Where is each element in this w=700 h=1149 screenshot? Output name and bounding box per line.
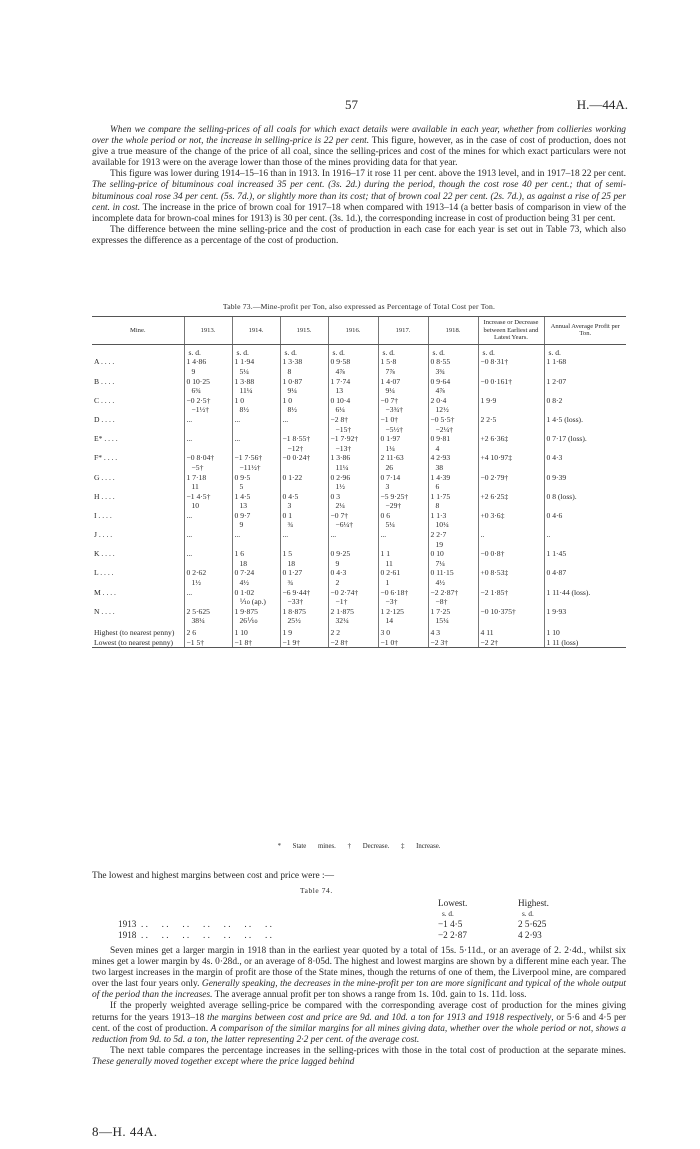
table-cell: 0 1·22	[280, 473, 328, 492]
column-header: 1913.	[184, 317, 232, 345]
table-cell: 1 5·8 7⅞	[378, 357, 428, 376]
table-cell: 1 2·125 14	[378, 607, 428, 626]
highest-row	[92, 626, 626, 638]
table-cell: 1 0 8½	[232, 396, 280, 415]
table-cell: 1 0·87 9¼	[280, 377, 328, 396]
table-cell: 0 8 (loss).	[544, 492, 626, 511]
page-number: 57	[345, 97, 358, 112]
units-lowest: s. d.	[442, 909, 454, 918]
table-cell: 2 11·63 26	[378, 453, 428, 472]
table-cell: 1 9·875 26⅒	[232, 607, 280, 626]
table-cell: 0 10·25 6¾	[184, 377, 232, 396]
table-cell: −2 1·85†	[478, 588, 544, 607]
highest-value: 4 2·93	[518, 929, 542, 940]
table-cell: 2 1·875 32¼	[328, 607, 378, 626]
table-cell: 0 4·6	[544, 511, 626, 530]
table-cell: −2 2·87† −8†	[428, 588, 478, 607]
table-row	[92, 434, 626, 453]
table-cell: 1 9·9	[478, 396, 544, 415]
table-cell: 0 9·5 5	[232, 473, 280, 492]
table-cell: 2 0·4 12½	[428, 396, 478, 415]
table-cell: 1 4·07 9¼	[378, 377, 428, 396]
summary-cell: −1 9†	[280, 638, 328, 648]
table-cell: 0 2·96 1½	[328, 473, 378, 492]
table-cell: −1 0† −5½†	[378, 415, 428, 434]
summary-cell: −2 8†	[328, 638, 378, 648]
table-73-title: Table 73.—Mine-profit per Ton, also expressed as Percentage of Total Cost per Ton.	[222, 302, 496, 311]
table-cell: 1 6 18	[232, 549, 280, 568]
table-cell: 0 9·39	[544, 473, 626, 492]
table-cell: 0 9·25 9	[328, 549, 378, 568]
table-row	[92, 492, 626, 511]
units-cell: s. d.	[280, 344, 328, 357]
mine-label: M . . . .	[94, 587, 116, 597]
summary-cell: −1 0†	[378, 638, 428, 648]
paragraph: The next table compares the percentage increases in the selling-prices with those in the total cost of production at the separate mines. These generally moved together except where the price lagged behind	[92, 1045, 626, 1067]
summary-cell: 1 11 (loss)	[544, 638, 626, 648]
table-row	[92, 453, 626, 472]
document-code: H.—44A.	[576, 97, 628, 112]
table-cell: −0 0·161†	[478, 377, 544, 396]
summary-cell: 4 11	[478, 626, 544, 638]
table-cell: ...	[184, 549, 232, 568]
table-cell: 0 9·64 4⅞	[428, 377, 478, 396]
summary-label: Lowest (to nearest penny)	[92, 638, 184, 648]
table-cell: 2 2·5	[478, 415, 544, 434]
table-cell: −1 8·55† −12†	[280, 434, 328, 453]
mine-label: N . . . .	[94, 606, 115, 616]
table-cell: 0 1·02 ⅒ (ap.)	[232, 588, 280, 607]
summary-label: Highest (to nearest penny)	[94, 628, 175, 637]
page-footer: 8—H. 44A.	[92, 1124, 158, 1139]
summary-cell: 2 2	[328, 626, 378, 638]
table-cell: 0 2·62 1½	[184, 568, 232, 587]
table-cell: 1 3·38 8	[280, 357, 328, 376]
table-cell: ...	[232, 415, 280, 434]
table-row	[92, 396, 626, 415]
table-74-row	[118, 919, 588, 930]
mine-label: F* . . . .	[94, 453, 118, 463]
table-cell: ...	[280, 530, 328, 549]
paragraph: The difference between the mine selling-price and the cost of production in each case for each year is set out in Table 73, which also expresses the difference as a percentage of the cost of production.	[92, 224, 626, 246]
table-row	[92, 530, 626, 549]
table-cell: 1 1·45	[544, 549, 626, 568]
paragraph: Seven mines get a larger margin in 1918 than in the earliest year quoted by a total of 15s. 5·11d., or an average of 2. 2·4d., whilst six mines get a lower margin by 4s. 0·28d., or an average of 8·05d. The highest and lowest margins are shown by a different mine each year. The two largest increases in the margin of profit are those of the State mines, though the returns of one of them, the Liverpool mine, are compared over the last four years only. Generally speaking, the decreases in the mine-profit per ton are more significant and typical of the whole output of the period than the increases. The average annual profit per ton shows a range from 1s. 10d. gain to 1s. 11d. loss.	[92, 946, 626, 1001]
summary-cell: 3 0	[378, 626, 428, 638]
table-cell: −0 0·24†	[280, 453, 328, 472]
table-cell: 1 4·5 (loss).	[544, 415, 626, 434]
table-cell: 1 2·07	[544, 377, 626, 396]
table-cell: −0 5·5† −2¼†	[428, 415, 478, 434]
highest-value: 2 5·625	[518, 919, 547, 929]
table-cell: 1 7·74 13	[328, 377, 378, 396]
summary-cell: 1 10	[544, 626, 626, 638]
table-cell: 0 9·7 9	[232, 511, 280, 530]
table-cell: 1 1·3 10¼	[428, 511, 478, 530]
table-cell: −1 4·5† 10	[184, 492, 232, 511]
table-cell: +2 6·36‡	[478, 434, 544, 453]
table-cell: 0 8·2	[544, 396, 626, 415]
table-cell: +0 3·6‡	[478, 511, 544, 530]
table-74-intro: The lowest and highest margins between cost and price were :—	[92, 871, 334, 881]
table-cell: ...	[184, 511, 232, 530]
table-cell: 1 5 18	[280, 549, 328, 568]
table-cell: −1 7·92† −13†	[328, 434, 378, 453]
units-cell: s. d.	[478, 344, 544, 357]
table-cell: 0 3 2¼	[328, 492, 378, 511]
lowest-row	[92, 638, 626, 648]
table-cell: ..	[478, 530, 544, 549]
col-highest: Highest.	[518, 898, 549, 908]
column-header: Annual Average Profit per Ton.	[544, 317, 626, 345]
table-cell: 0 7·14 3	[378, 473, 428, 492]
column-header: 1914.	[232, 317, 280, 345]
column-header: 1916.	[328, 317, 378, 345]
table-row	[92, 511, 626, 530]
mine-label: L . . . .	[94, 568, 114, 578]
table-cell: 1 3·88 11¼	[232, 377, 280, 396]
mine-label: J . . . .	[94, 530, 113, 540]
table-row	[92, 588, 626, 607]
lowest-value: −2 2·87	[438, 929, 467, 940]
units-cell: s. d.	[378, 344, 428, 357]
table-cell: 1 1·68	[544, 357, 626, 376]
table-cell: −0 8·04† −5†	[184, 453, 232, 472]
table-row	[92, 377, 626, 396]
column-header: 1915.	[280, 317, 328, 345]
year-label: 1918 . . . . . . . . . . . . . .	[118, 929, 272, 940]
table-cell: −6 9·44† −33†	[280, 588, 328, 607]
table-cell: 0 7·17 (loss).	[544, 434, 626, 453]
units-cell: s. d.	[232, 344, 280, 357]
table-cell: ...	[328, 530, 378, 549]
column-header: Increase or Decrease between Earliest and Latest Years.	[478, 317, 544, 345]
table-cell: 0 4·3 2	[328, 568, 378, 587]
footnote-decrease: † Decrease.	[347, 843, 390, 850]
table-cell: −0 0·8†	[478, 549, 544, 568]
table-cell: −2 8† −15†	[328, 415, 378, 434]
units-cell	[92, 344, 184, 357]
mine-label: B . . . .	[94, 376, 115, 386]
year-label: 1913 . . . . . . . . . . . . . .	[118, 919, 272, 929]
table-row	[92, 357, 626, 376]
table-cell: ...	[232, 530, 280, 549]
paragraph: When we compare the selling-prices of all coals for which exact details were available in each year, whether from collieries working over the whole period or not, the increase in selling-price is 22 per cent. This figure, however, as in the case of cost of production, does not give a true measure of the change of the price of all coal, since the selling-prices and cost of the mines for which exact particulars were not available for 1913 were on the average lower than those of the mines providing data for that year.	[92, 125, 626, 169]
table-cell: 1 9·93	[544, 607, 626, 626]
table-cell: 1 8·875 25½	[280, 607, 328, 626]
table-cell: ...	[184, 588, 232, 607]
table-cell: 2 5·625 38¼	[184, 607, 232, 626]
table-cell: 1 1·94 5¼	[232, 357, 280, 376]
table-cell: 2 2·7 19	[428, 530, 478, 549]
table-row	[92, 549, 626, 568]
units-cell: s. d.	[428, 344, 478, 357]
table-cell: −0 7† −3¾†	[378, 396, 428, 415]
table-74-units-row	[118, 909, 588, 920]
table-73-footnote	[92, 843, 626, 850]
table-cell: 1 4·5 13	[232, 492, 280, 511]
mine-label: C . . . .	[94, 395, 115, 405]
table-73-header-row	[92, 317, 626, 345]
table-cell: 0 4·3	[544, 453, 626, 472]
table-cell: −0 10·375†	[478, 607, 544, 626]
table-cell: 0 10·4 6¼	[328, 396, 378, 415]
paragraph: This figure was lower during 1914–15–16 than in 1913. In 1916–17 it rose 11 per cent. above the 1913 level, and in 1917–18 22 per cent. The selling-price of bituminous coal increased 35 per cent. (3s. 2d.) during the period, though the cost rose 40 per cent.; that of semi-bituminous coal rose 34 per cent. (5s. 7d.), or slightly more than its cost; that of brown coal 22 per cent. (2s. 7d.), as against a rise of 25 per cent. in cost. The increase in the price of brown coal for 1917–18 when compared with 1913–14 (a better basis of comparison in view of the incomplete data for brown-coal mines for 1913) is 30 per cent. (3s. 1d.), the corresponding increase in cost of production being 31 per cent.	[92, 169, 626, 224]
footnote-increase: ‡ Increase.	[401, 843, 441, 850]
table-cell: 0 9·81 4	[428, 434, 478, 453]
table-row	[92, 473, 626, 492]
table-cell: 1 1 11	[378, 549, 428, 568]
table-cell: 0 11·15 4½	[428, 568, 478, 587]
summary-cell: 4 3	[428, 626, 478, 638]
table-cell: −0 7† −6¼†	[328, 511, 378, 530]
mine-label: D . . . .	[94, 414, 115, 424]
page-header	[90, 97, 628, 113]
table-74-header-row	[118, 898, 588, 909]
table-cell: 0 1 ¾	[280, 511, 328, 530]
table-cell: 1 3·86 11¼	[328, 453, 378, 472]
table-cell: −0 2·79†	[478, 473, 544, 492]
table-cell: −5 9·25† −29†	[378, 492, 428, 511]
summary-cell: 2 6	[184, 626, 232, 638]
summary-cell: −2 3†	[428, 638, 478, 648]
table-cell: 4 2·93 38	[428, 453, 478, 472]
table-cell: ...	[184, 530, 232, 549]
table-cell: 0 10 7¼	[428, 549, 478, 568]
table-cell: 0 7·24 4½	[232, 568, 280, 587]
mine-label: I . . . .	[94, 510, 112, 520]
column-header: 1917.	[378, 317, 428, 345]
summary-cell: −1 8†	[232, 638, 280, 648]
lowest-value: −1 4·5	[438, 919, 463, 929]
footnote-state-mines: * State mines.	[277, 843, 336, 850]
table-row	[92, 568, 626, 587]
table-cell: 1 4·86 9	[184, 357, 232, 376]
table-cell: +4 10·97‡	[478, 453, 544, 472]
table-row	[92, 607, 626, 626]
mine-label: G . . . .	[94, 472, 115, 482]
units-cell: s. d.	[544, 344, 626, 357]
table-cell: 0 9·58 4⅞	[328, 357, 378, 376]
table-cell: 0 4·5 3	[280, 492, 328, 511]
table-cell: 1 0 8½	[280, 396, 328, 415]
units-highest: s. d.	[522, 909, 534, 918]
table-cell: 0 1·27 ¾	[280, 568, 328, 587]
table-cell: ...	[184, 434, 232, 453]
units-cell: s. d.	[184, 344, 232, 357]
table-row	[92, 415, 626, 434]
table-cell: 0 4·87	[544, 568, 626, 587]
table-74-row	[118, 930, 588, 941]
col-lowest: Lowest.	[438, 898, 468, 908]
closing-paragraphs	[92, 946, 626, 1068]
table-cell: −1 7·56† −11½†	[232, 453, 280, 472]
units-cell: s. d.	[328, 344, 378, 357]
table-cell: +0 8·53‡	[478, 568, 544, 587]
table-cell: −0 6·18† −3†	[378, 588, 428, 607]
table-cell: −0 2·74† −1†	[328, 588, 378, 607]
summary-cell: 1 9	[280, 626, 328, 638]
summary-cell: −1 5†	[184, 638, 232, 648]
column-header: Mine.	[92, 317, 184, 345]
table-cell: 0 6 5¼	[378, 511, 428, 530]
table-cell: 1 7·18 11	[184, 473, 232, 492]
mine-label: H . . . .	[94, 491, 115, 501]
summary-cell: −2 2†	[478, 638, 544, 648]
table-cell: −0 8·31†	[478, 357, 544, 376]
table-cell: 1 1·75 8	[428, 492, 478, 511]
table-cell: ...	[280, 415, 328, 434]
table-cell: 1 4·39 6	[428, 473, 478, 492]
table-cell: 0 1·97 1¼	[378, 434, 428, 453]
table-73	[92, 316, 626, 648]
summary-cell: 1 10	[232, 626, 280, 638]
table-cell: 1 7·25 15¼	[428, 607, 478, 626]
column-header: 1918.	[428, 317, 478, 345]
table-cell: 1 11·44 (loss).	[544, 588, 626, 607]
table-cell: +2 6·25‡	[478, 492, 544, 511]
table-74	[118, 898, 588, 940]
mine-label: E* . . . .	[94, 434, 118, 444]
table-cell: ...	[232, 434, 280, 453]
table-cell: 0 2·61 1	[378, 568, 428, 587]
table-cell: 0 8·55 3¾	[428, 357, 478, 376]
paragraph: If the properly weighted average selling-price be compared with the corresponding average cost of production for the mines giving returns for the years 1913–18 the margins between cost and price are 9d. and 10d. a ton for 1913 and 1918 respectively, or 5·6 and 4·5 per cent. of the cost of production. A comparison of the similar margins for all mines giving data, whether over the whole period or not, shows a reduction from 9d. to 5d. a ton, the latter representing 2·2 per cent. of the average cost.	[92, 1001, 627, 1045]
table-74-title: Table 74.	[300, 886, 333, 895]
table-cell: ...	[184, 415, 232, 434]
table-cell: −0 2·5† −1½†	[184, 396, 232, 415]
intro-paragraphs	[92, 125, 626, 247]
mine-label: K . . . .	[94, 549, 115, 559]
table-cell: ..	[544, 530, 626, 549]
mine-label: A . . . .	[94, 357, 115, 367]
table-cell: ...	[378, 530, 428, 549]
units-row	[92, 344, 626, 357]
